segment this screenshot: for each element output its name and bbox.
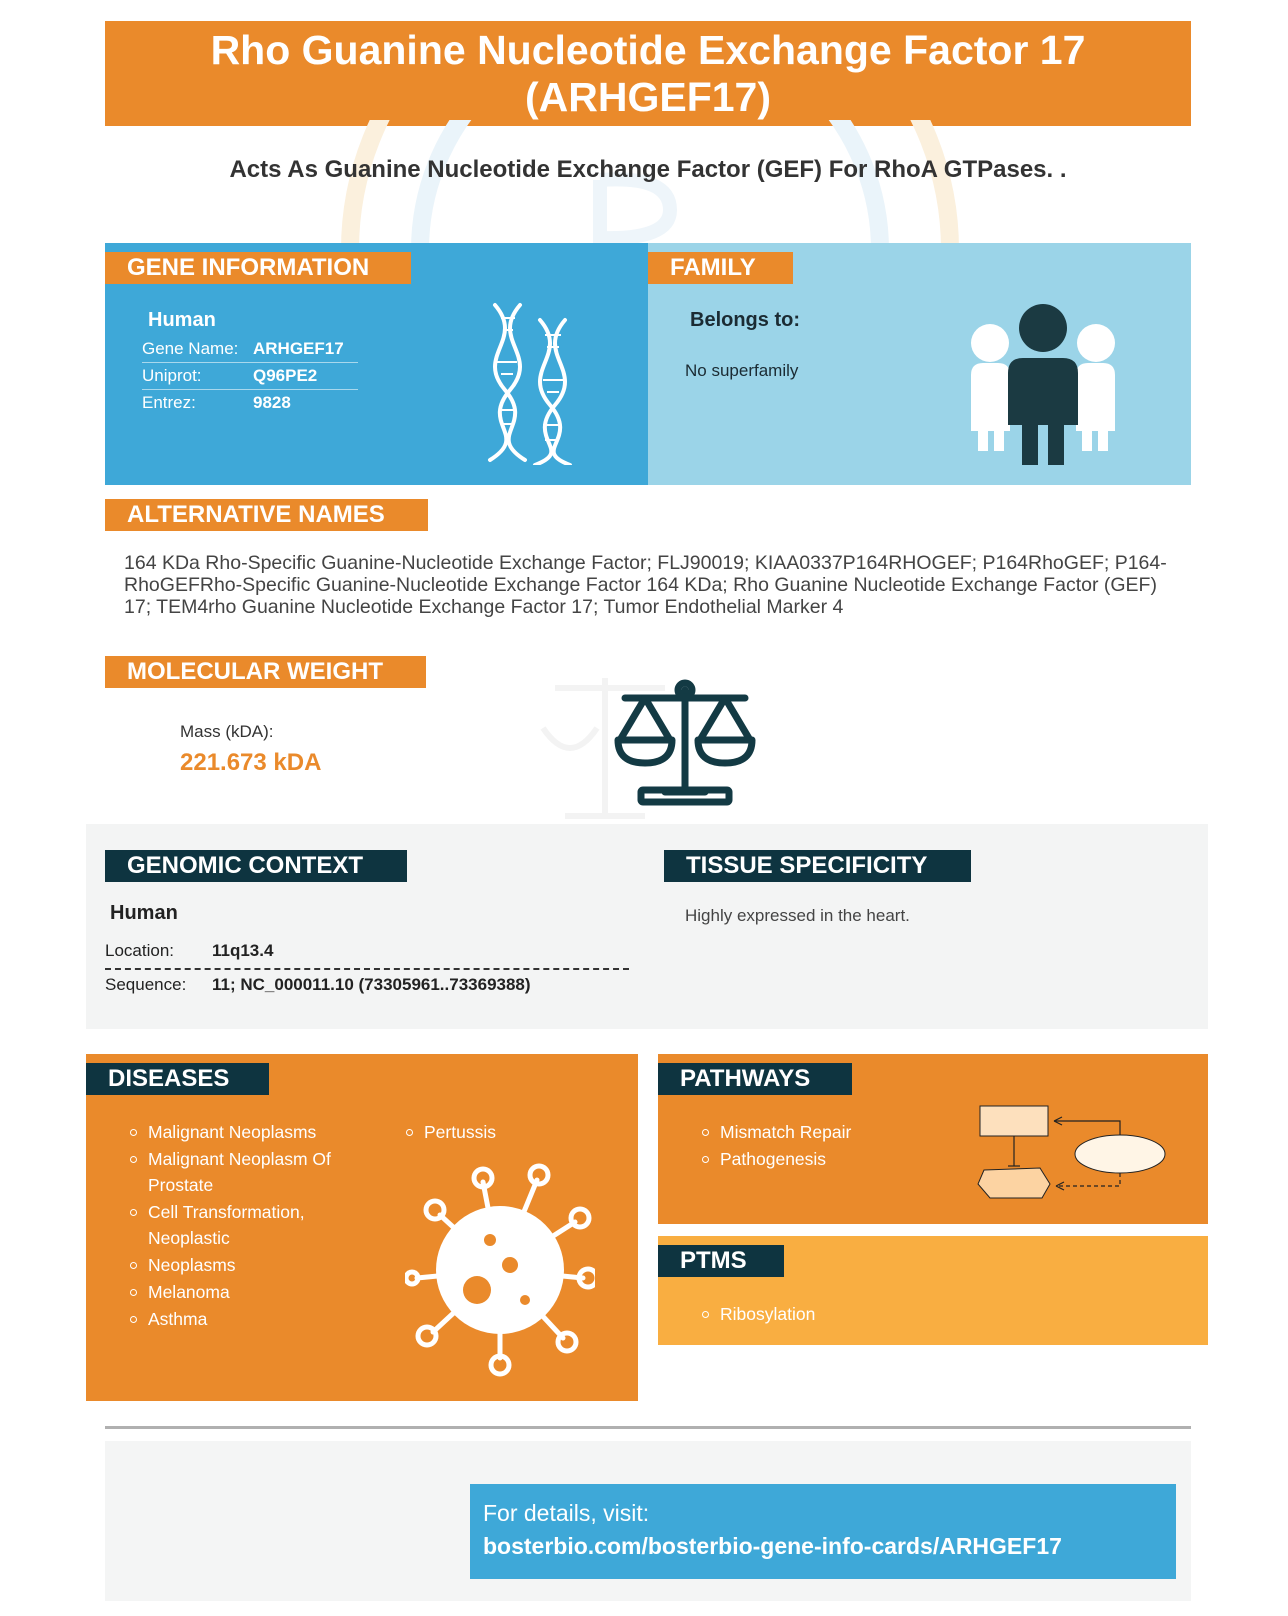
disease-item: Cell Transformation, Neoplastic [128,1199,358,1251]
mass-value: 221.673 kDA [180,749,322,776]
alternative-names-text: 164 KDa Rho-Specific Guanine-Nucleotide Exchange Factor; FLJ90019; KIAA0337P164RHOGEF; P164RhoGEF; P164-RhoGEFRho-Specific Guanine-Nucleotide Exchange Factor 164 KDa; Rho Guanine Nucleotide Exchange Factor (GEF) 17; TEM4rho Guanine Nucleotide Exchange Factor 17; Tumor Endothelial Marker 4 [124,552,1167,618]
entrez-value: 9828 [253,393,291,412]
disease-item: Pertussis [404,1119,604,1145]
sequence-row [105,975,625,997]
people-group-icon [968,303,1118,471]
disease-item: Malignant Neoplasm Of Prostate [128,1146,358,1198]
dna-helix-icon [465,300,610,465]
pathway-item: Pathogenesis [700,1146,940,1172]
entrez-label: Entrez: [142,393,196,412]
gene-name-label: Gene Name: [142,339,239,358]
location-row [105,941,625,963]
page-title [105,21,1191,126]
page-subtitle: Acts As Guanine Nucleotide Exchange Factor (GEF) For RhoA GTPases. . [229,156,1067,183]
gene-name-row [142,336,358,363]
disease-item: Neoplasms [128,1252,358,1278]
genomic-divider [105,968,629,970]
mass-label: Mass (kDA): [180,722,274,741]
diseases-list-col1 [128,1119,358,1333]
details-url-link[interactable]: bosterbio.com/bosterbio-gene-info-cards/ARHGEF17 [483,1533,1062,1559]
title-line-2: (ARHGEF17) [524,74,772,120]
pathways-heading: PATHWAYS [658,1063,852,1095]
entrez-row [142,390,358,417]
ptm-item: Ribosylation [700,1301,940,1327]
virus-icon [405,1160,595,1380]
alternative-names-heading: ALTERNATIVE NAMES [105,499,428,531]
family-value: No superfamily [685,361,799,380]
details-link-box[interactable] [470,1484,1176,1579]
location-value: 11q13.4 [212,941,274,960]
disease-item: Melanoma [128,1279,358,1305]
watermark-logo-icon [330,120,970,250]
molecular-weight-heading: MOLECULAR WEIGHT [105,656,426,688]
pathways-list [700,1119,940,1173]
uniprot-value: Q96PE2 [253,366,318,385]
tissue-specificity-value: Highly expressed in the heart. [685,906,910,925]
tissue-specificity-heading: TISSUE SPECIFICITY [664,850,971,882]
family-heading: FAMILY [648,252,793,284]
gene-information-heading: GENE INFORMATION [105,252,411,284]
gene-species: Human [148,309,216,331]
diseases-list-col2 [404,1119,604,1146]
genomic-species: Human [110,902,178,924]
pathway-item: Mismatch Repair [700,1119,940,1145]
pathway-diagram-icon [970,1098,1170,1208]
uniprot-label: Uniprot: [142,366,202,385]
gene-name-value: ARHGEF17 [253,339,344,358]
ptms-heading: PTMS [658,1245,784,1277]
footer-divider [105,1426,1191,1429]
disease-item: Malignant Neoplasms [128,1119,358,1145]
family-belongs-label: Belongs to: [690,309,800,331]
diseases-heading: DISEASES [86,1063,269,1095]
balance-scale-icon [535,668,775,828]
ptms-list [700,1301,940,1328]
title-line-1: Rho Guanine Nucleotide Exchange Factor 17 [210,27,1086,73]
sequence-value: 11; NC_000011.10 (73305961..73369388) [212,975,531,994]
sequence-label: Sequence: [105,975,187,994]
genomic-context-heading: GENOMIC CONTEXT [105,850,407,882]
details-label: For details, visit: [483,1500,650,1526]
location-label: Location: [105,941,174,960]
disease-item: Asthma [128,1306,358,1332]
uniprot-row [142,363,358,390]
